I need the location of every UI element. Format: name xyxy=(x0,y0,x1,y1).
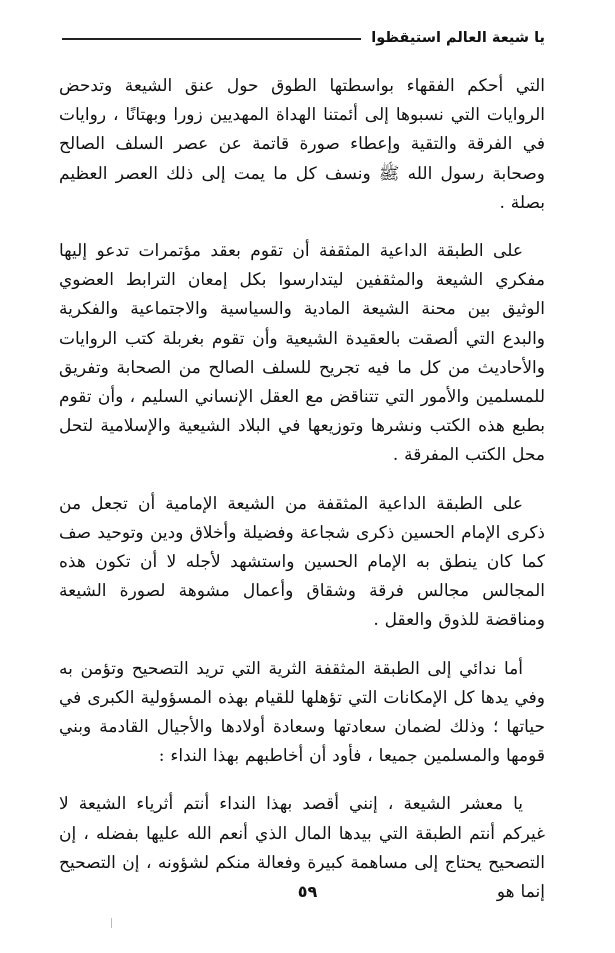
header-rule xyxy=(62,38,361,40)
body-text xyxy=(59,72,545,926)
running-header xyxy=(62,30,545,46)
running-title: يا شيعة العالم استيقظوا xyxy=(371,30,545,46)
paragraph-1: التي أحكم الفقهاء بواسطتها الطوق حول عنق الشيعة وتدحض الروايات التي نسبوها إلى أئمتنا الهداة المهديين زورا وبهتانًا ، روايات في الفرقة والتقية وإعطاء صورة قاتمة عن عصر السلف الصالح وصحابة رسول الله ﷺ ونسف كل ما يمت إلى ذلك العصر العظيم بصلة . xyxy=(59,76,545,213)
page-number: ٥٩ xyxy=(297,882,318,901)
paragraph-4: أما ندائي إلى الطبقة المثقفة الثرية التي تريد التصحيح وتؤمن به وفي يدها كل الإمكانات التي تؤهلها للقيام بهذه المسؤولية الكبرى في حياتها ؛ وذلك لضمان سعادتها وسعادة أولادها والأجيال القادمة وبني قومها والمسلمين جميعا ، فأود أن أخاطبهم بهذا النداء : xyxy=(59,658,545,767)
paragraph-3: على الطبقة الداعية المثقفة من الشيعة الإمامية أن تجعل من ذكرى الإمام الحسين ذكرى شجاعة وفضيلة وأخلاق ودين وتوحيد صف كما كان ينطق به الإمام الحسين واستشهد لأجله لا أن تكون هذه المجالس مجالس فرقة وشقاق وأعمال مشوهة لصورة الشيعة ومناقضة للذوق والعقل . xyxy=(59,493,545,631)
paragraph-2: على الطبقة الداعية المثقفة أن تقوم بعقد مؤتمرات تدعو إليها مفكري الشيعة والمثقفين ليتدارسوا بكل إمعان الترابط العضوي الوثيق بين محنة الشيعة المادية والسياسية والاجتماعية والفكرية والبدع التي ألصقت بالعقيدة الشيعية وأن تقوم بغربلة كتب الروايات والأحاديث من كل ما فيه تجريح للسلف الصالح من الصحابة وتفريق للمسلمين والأمور التي تتناقض مع العقل الإنساني السليم ، وأن تقوم بطبع هذه الكتب ونشرها وتوزيعها في البلاد الشيعية والإسلامية لتحل محل الكتب المفرقة . xyxy=(59,241,545,466)
paragraph-5: يا معشر الشيعة ، إنني أقصد بهذا النداء أنتم أثرياء الشيعة لا غيركم أنتم الطبقة التي بيدها المال الذي أنعم الله عليها بفضله ، إن التصحيح يحتاج إلى مساهمة كبيرة وفعالة منكم لشؤونه ، إن التصحيح إنما هو xyxy=(59,794,545,903)
margin-mark xyxy=(111,918,112,928)
